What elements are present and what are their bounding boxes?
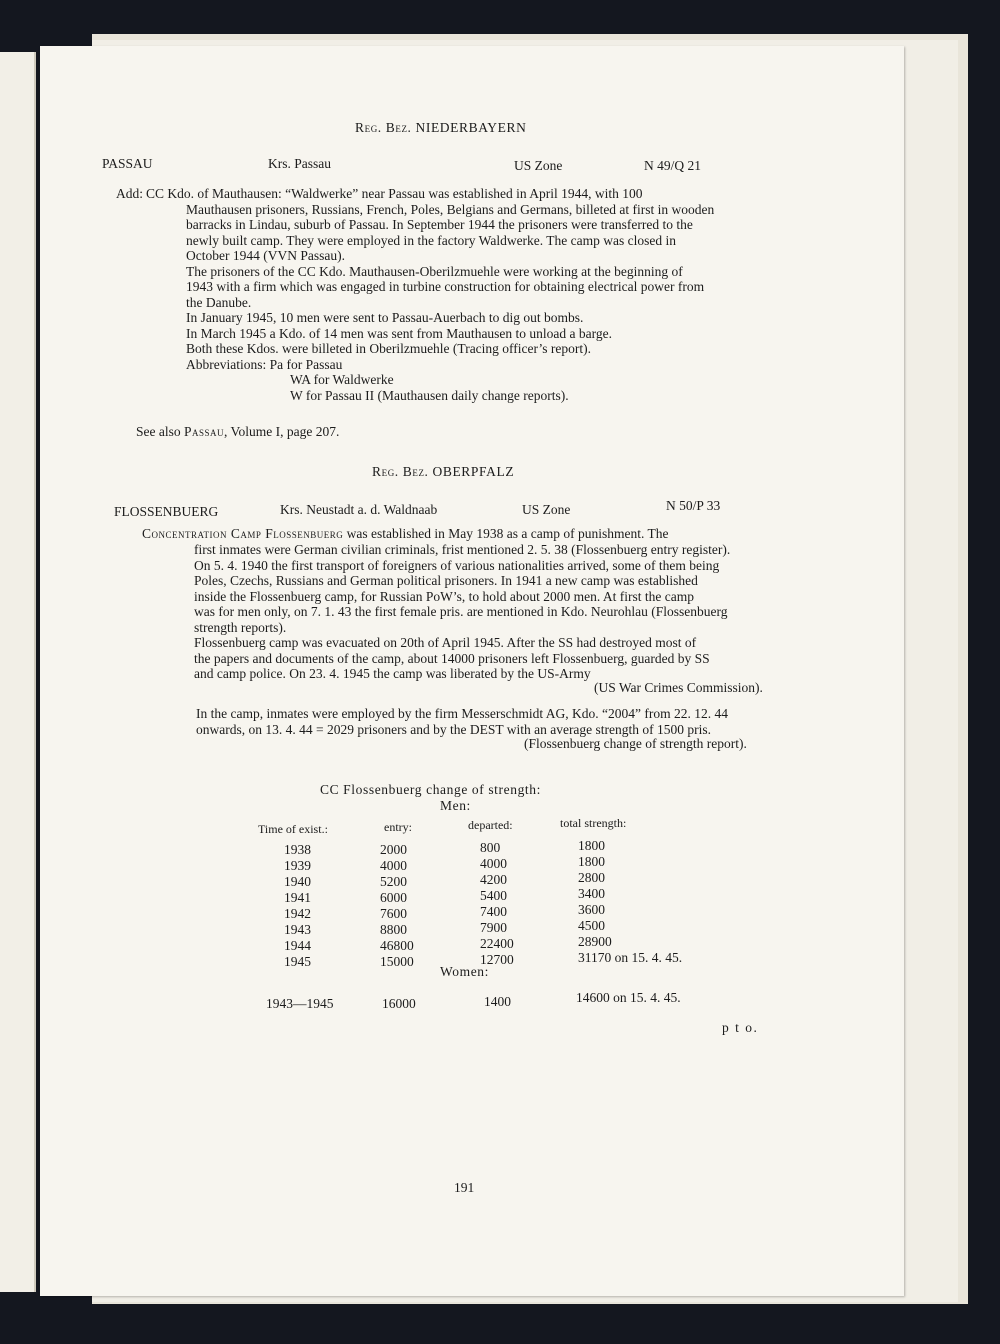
add-label: Add: — [116, 186, 143, 201]
table-cell-total: 3400 — [578, 886, 605, 901]
text-line: In March 1945 a Kdo. of 14 men was sent from Mauthausen to unload a barge. — [186, 325, 613, 341]
table-cell-year: 1942 — [284, 906, 311, 921]
district-passau: Krs. Passau — [268, 156, 331, 171]
text-line: onwards, on 13. 4. 44 = 2029 prisoners and by the DEST with an average strength of 1500 pris. — [196, 721, 712, 737]
text-line: strength reports). — [194, 619, 287, 635]
table-cell-entry: 5200 — [380, 874, 407, 889]
table-cell-total: 4500 — [578, 918, 605, 933]
table-cell-entry: 15000 — [380, 954, 414, 969]
camp-name-lead: Concentration Camp Flossenbuerg — [142, 526, 344, 541]
see-also-suffix: , Volume I, page 207. — [224, 424, 340, 439]
section-heading-oberpfalz: Reg. Bez. OBERPFALZ — [372, 464, 515, 479]
table-cell-entry: 2000 — [380, 842, 407, 857]
table-header: Time of exist.: — [258, 822, 328, 836]
text-line: October 1944 (VVN Passau). — [186, 248, 345, 263]
table-cell-total: 28900 — [578, 934, 612, 949]
men-label: Men: — [440, 798, 471, 813]
table-cell-year: 1941 — [284, 890, 311, 905]
text-line: inside the Flossenbuerg camp, for Russian PoW’s, to hold about 2000 men. At first the camp — [194, 588, 694, 604]
table-cell-departed: 5400 — [480, 888, 507, 903]
table-cell-year: 1945 — [284, 954, 311, 969]
table-cell-entry: 6000 — [380, 890, 407, 905]
text-line: barracks in Lindau, suburb of Passau. In September 1944 the prisoners were transferred to the — [186, 217, 693, 232]
table-cell-entry: 16000 — [382, 996, 416, 1011]
table-cell-year: 1943—1945 — [266, 996, 334, 1011]
table-cell-departed: 7400 — [480, 904, 507, 919]
table-cell-year: 1938 — [284, 842, 311, 857]
zone-flossenbuerg: US Zone — [522, 502, 571, 517]
table-cell-total: 1800 — [578, 838, 605, 853]
district-flossenbuerg: Krs. Neustadt a. d. Waldnaab — [280, 502, 438, 517]
text-line: the papers and documents of the camp, about 14000 prisoners left Flossenbuerg, guarded by SS — [194, 650, 710, 666]
section-heading-niederbayern: Reg. Bez. NIEDERBAYERN — [355, 120, 527, 135]
table-cell-entry: 4000 — [380, 858, 407, 873]
first-line-rest: was established in May 1938 as a camp of punishment. The — [343, 526, 669, 541]
table-cell-year: 1943 — [284, 922, 311, 937]
women-label: Women: — [440, 964, 490, 979]
source-strength-report: (Flossenbuerg change of strength report). — [524, 736, 747, 751]
table-header: entry: — [384, 820, 412, 834]
place-name-passau: PASSAU — [102, 156, 153, 171]
source-war-crimes: (US War Crimes Commission). — [594, 680, 763, 695]
table-cell-departed: 800 — [480, 840, 501, 855]
table-cell-year: 1944 — [284, 938, 311, 953]
grid-ref-flossenbuerg: N 50/P 33 — [666, 498, 721, 513]
text-line: In the camp, inmates were employed by the firm Messerschmidt AG, Kdo. “2004” from 22. 12. 44 — [196, 706, 729, 721]
text-line: CC Kdo. of Mauthausen: “Waldwerke” near Passau was established in April 1944, with 100 — [146, 186, 643, 201]
flossenbuerg-first-line — [142, 526, 668, 542]
text-line: Both these Kdos. were billeted in Oberilzmuehle (Tracing officer’s report). — [186, 341, 592, 356]
text-line: The prisoners of the CC Kdo. Mauthausen-Oberilzmuehle were working at the beginning of — [186, 263, 683, 279]
table-cell-year: 1940 — [284, 874, 311, 889]
table-cell-departed: 12700 — [480, 952, 514, 967]
table-header: departed: — [468, 818, 513, 832]
abbreviation-w: W for Passau II (Mauthausen daily change reports). — [290, 388, 569, 403]
text-line: 1943 with a firm which was engaged in turbine construction for obtaining electrical power from — [186, 279, 705, 294]
table-cell-entry: 8800 — [380, 922, 407, 937]
page-number: 191 — [454, 1180, 475, 1195]
table-cell-total: 31170 on 15. 4. 45. — [578, 950, 683, 965]
text-line: Mauthausen prisoners, Russians, French, Poles, Belgians and Germans, billeted at first in wooden — [186, 201, 715, 217]
text-line: In January 1945, 10 men were sent to Passau-Auerbach to dig out bombs. — [186, 310, 584, 325]
table-cell-departed: 4000 — [480, 856, 507, 871]
table-cell-year: 1939 — [284, 858, 311, 873]
table-cell-entry: 7600 — [380, 906, 407, 921]
see-also-place: Passau — [184, 424, 225, 439]
document-page — [40, 46, 904, 1296]
see-also-reference — [136, 424, 339, 440]
text-line: newly built camp. They were employed in the factory Waldwerke. The camp was closed in — [186, 232, 677, 248]
adjacent-page-edge — [0, 52, 36, 1292]
table-cell-total: 1800 — [578, 854, 605, 869]
table-cell-total: 3600 — [578, 902, 605, 917]
place-name-flossenbuerg: FLOSSENBUERG — [114, 504, 219, 519]
text-line: Poles, Czechs, Russians and German political prisoners. In 1941 a new camp was established — [194, 573, 698, 588]
table-cell-total: 2800 — [578, 870, 605, 885]
text-line: and camp police. On 23. 4. 1945 the camp was liberated by the US-Army — [194, 666, 591, 681]
table-cell-entry: 46800 — [380, 938, 414, 953]
zone-passau: US Zone — [514, 158, 563, 173]
table-cell-departed: 1400 — [484, 994, 511, 1009]
table-header: total strength: — [560, 816, 627, 830]
text-line: On 5. 4. 1940 the first transport of foreigners of various nationalities arrived, some of them being — [194, 557, 720, 573]
table-title: CC Flossenbuerg change of strength: — [320, 782, 541, 797]
table-cell-departed: 4200 — [480, 872, 507, 887]
text-line: Flossenbuerg camp was evacuated on 20th of April 1945. After the SS had destroyed most of — [194, 635, 697, 650]
grid-ref-passau: N 49/Q 21 — [644, 158, 701, 173]
text-line: the Danube. — [186, 294, 252, 310]
table-cell-departed: 22400 — [480, 936, 514, 951]
table-cell-total: 14600 on 15. 4. 45. — [576, 990, 681, 1005]
text-line: Abbreviations: Pa for Passau — [186, 356, 343, 372]
pto-note: p t o. — [722, 1020, 759, 1035]
text-line: was for men only, on 7. 1. 43 the first female pris. are mentioned in Kdo. Neurohlau (Flossenbuerg — [194, 604, 728, 619]
text-line: first inmates were German civilian criminals, frist mentioned 2. 5. 38 (Flossenbuerg entry register). — [194, 542, 731, 557]
table-cell-departed: 7900 — [480, 920, 507, 935]
abbreviation-wa: WA for Waldwerke — [290, 372, 394, 387]
see-also-prefix: See also — [136, 424, 181, 439]
